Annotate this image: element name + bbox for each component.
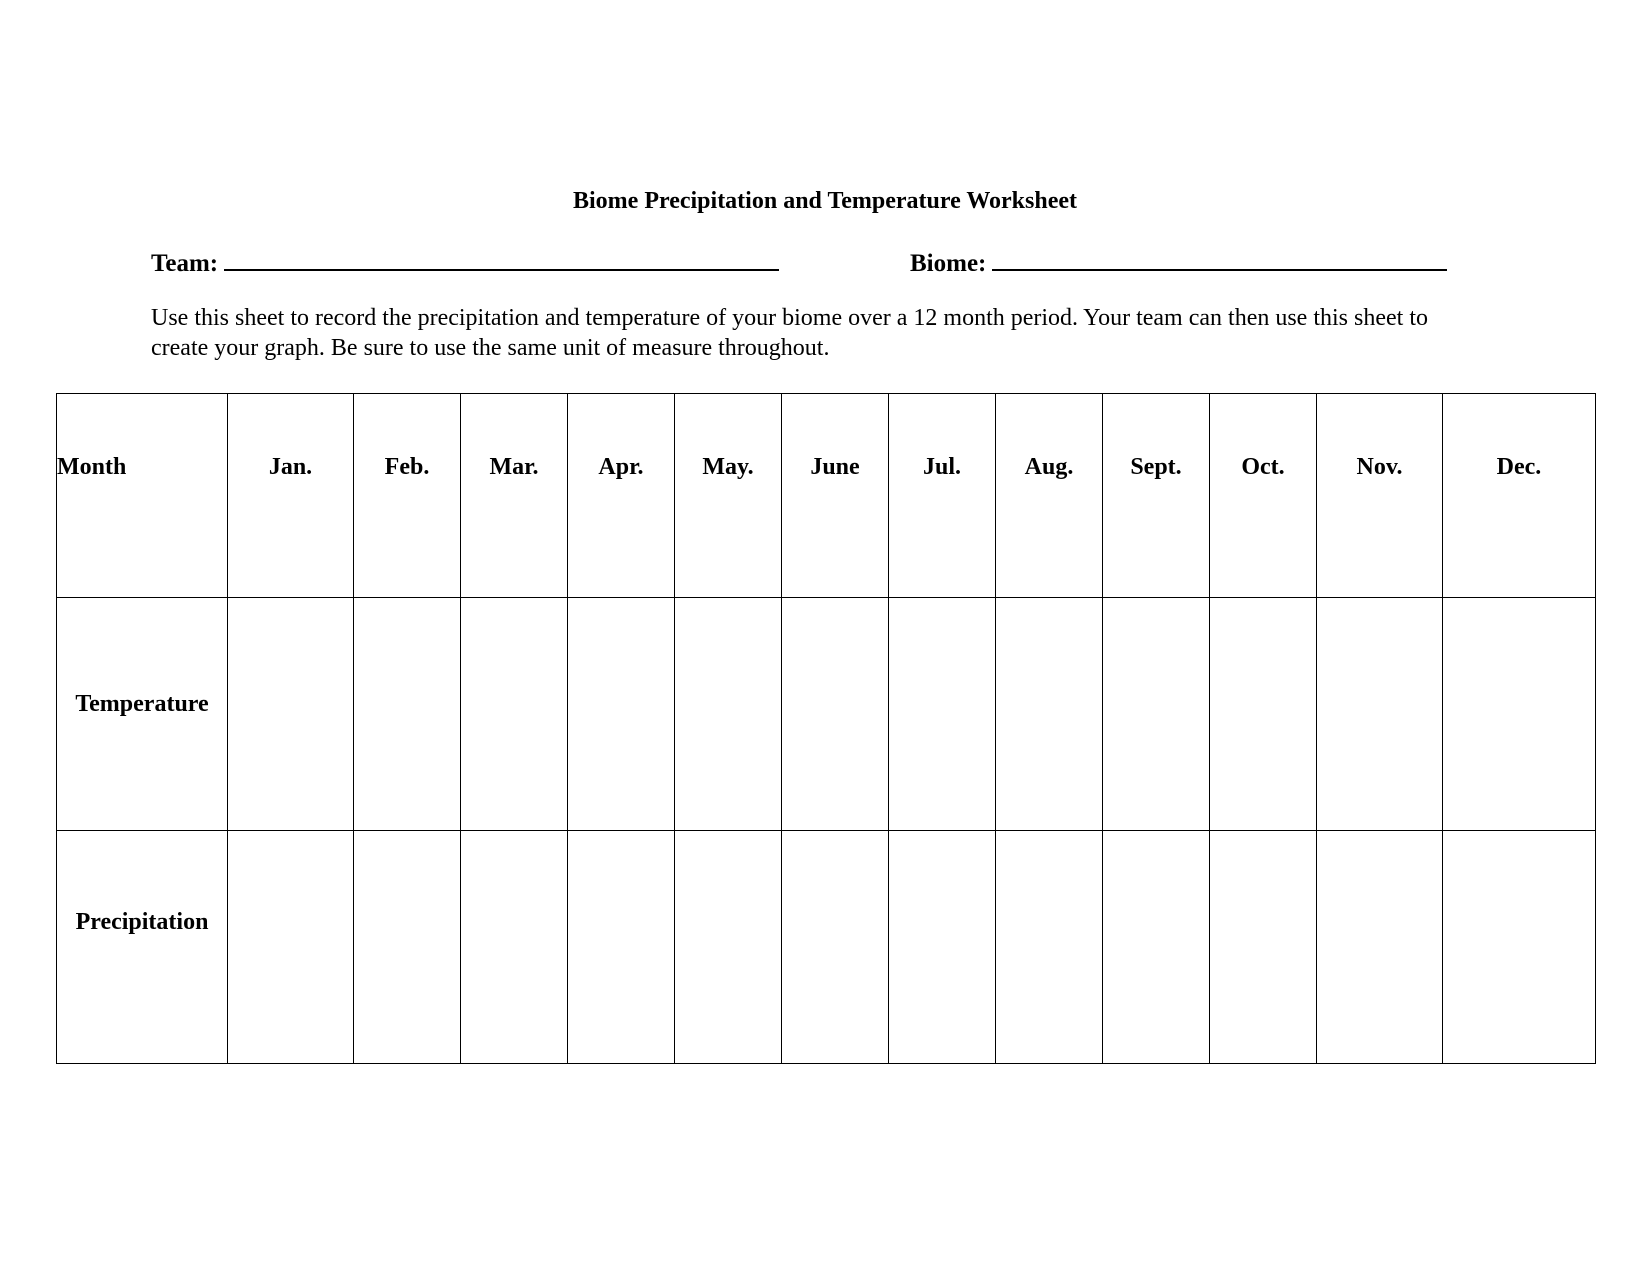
month-sept: Sept. [1103, 394, 1210, 598]
temperature-cell-jan[interactable] [228, 598, 354, 831]
team-label: Team: [151, 250, 219, 277]
precipitation-cell-oct[interactable] [1210, 831, 1317, 1064]
temperature-cell-jul[interactable] [889, 598, 996, 831]
instructions [151, 303, 1531, 363]
precipitation-cell-june[interactable] [782, 831, 889, 1064]
month-apr: Apr. [568, 394, 675, 598]
month-header-row [57, 394, 1596, 598]
precipitation-cell-apr[interactable] [568, 831, 675, 1064]
temperature-cell-apr[interactable] [568, 598, 675, 831]
team-blank-line[interactable] [224, 247, 779, 271]
temperature-cell-feb[interactable] [354, 598, 461, 831]
biome-blank-line[interactable] [992, 247, 1447, 271]
temperature-row [57, 598, 1596, 831]
temperature-cell-mar[interactable] [461, 598, 568, 831]
month-oct: Oct. [1210, 394, 1317, 598]
month-june: June [782, 394, 889, 598]
temperature-row-label: Temperature [57, 598, 228, 831]
precipitation-cell-may[interactable] [675, 831, 782, 1064]
team-field [151, 247, 779, 278]
precipitation-cell-dec[interactable] [1443, 831, 1596, 1064]
precipitation-cell-jul[interactable] [889, 831, 996, 1064]
month-feb: Feb. [354, 394, 461, 598]
precipitation-row-label: Precipitation [57, 831, 228, 1064]
biome-field [910, 247, 1447, 278]
biome-label: Biome: [910, 250, 987, 277]
month-jul: Jul. [889, 394, 996, 598]
month-mar: Mar. [461, 394, 568, 598]
temperature-cell-sept[interactable] [1103, 598, 1210, 831]
precipitation-cell-jan[interactable] [228, 831, 354, 1064]
temperature-cell-aug[interactable] [996, 598, 1103, 831]
month-dec: Dec. [1443, 394, 1596, 598]
month-header-label: Month [57, 394, 228, 598]
temperature-cell-oct[interactable] [1210, 598, 1317, 831]
temperature-cell-june[interactable] [782, 598, 889, 831]
worksheet-title: Biome Precipitation and Temperature Worksheet [573, 188, 1077, 214]
month-jan: Jan. [228, 394, 354, 598]
instructions-line-1: Use this sheet to record the precipitation and temperature of your biome over a 12 month period. Your team can then use this sheet to [151, 305, 1428, 331]
instructions-line-2: create your graph. Be sure to use the same unit of measure throughout. [151, 335, 830, 361]
month-aug: Aug. [996, 394, 1103, 598]
precipitation-cell-aug[interactable] [996, 831, 1103, 1064]
precipitation-cell-nov[interactable] [1317, 831, 1443, 1064]
temperature-cell-may[interactable] [675, 598, 782, 831]
temperature-cell-nov[interactable] [1317, 598, 1443, 831]
precipitation-cell-sept[interactable] [1103, 831, 1210, 1064]
precipitation-row [57, 831, 1596, 1064]
month-may: May. [675, 394, 782, 598]
data-table [56, 393, 1596, 1064]
precipitation-cell-mar[interactable] [461, 831, 568, 1064]
temperature-cell-dec[interactable] [1443, 598, 1596, 831]
month-nov: Nov. [1317, 394, 1443, 598]
precipitation-cell-feb[interactable] [354, 831, 461, 1064]
